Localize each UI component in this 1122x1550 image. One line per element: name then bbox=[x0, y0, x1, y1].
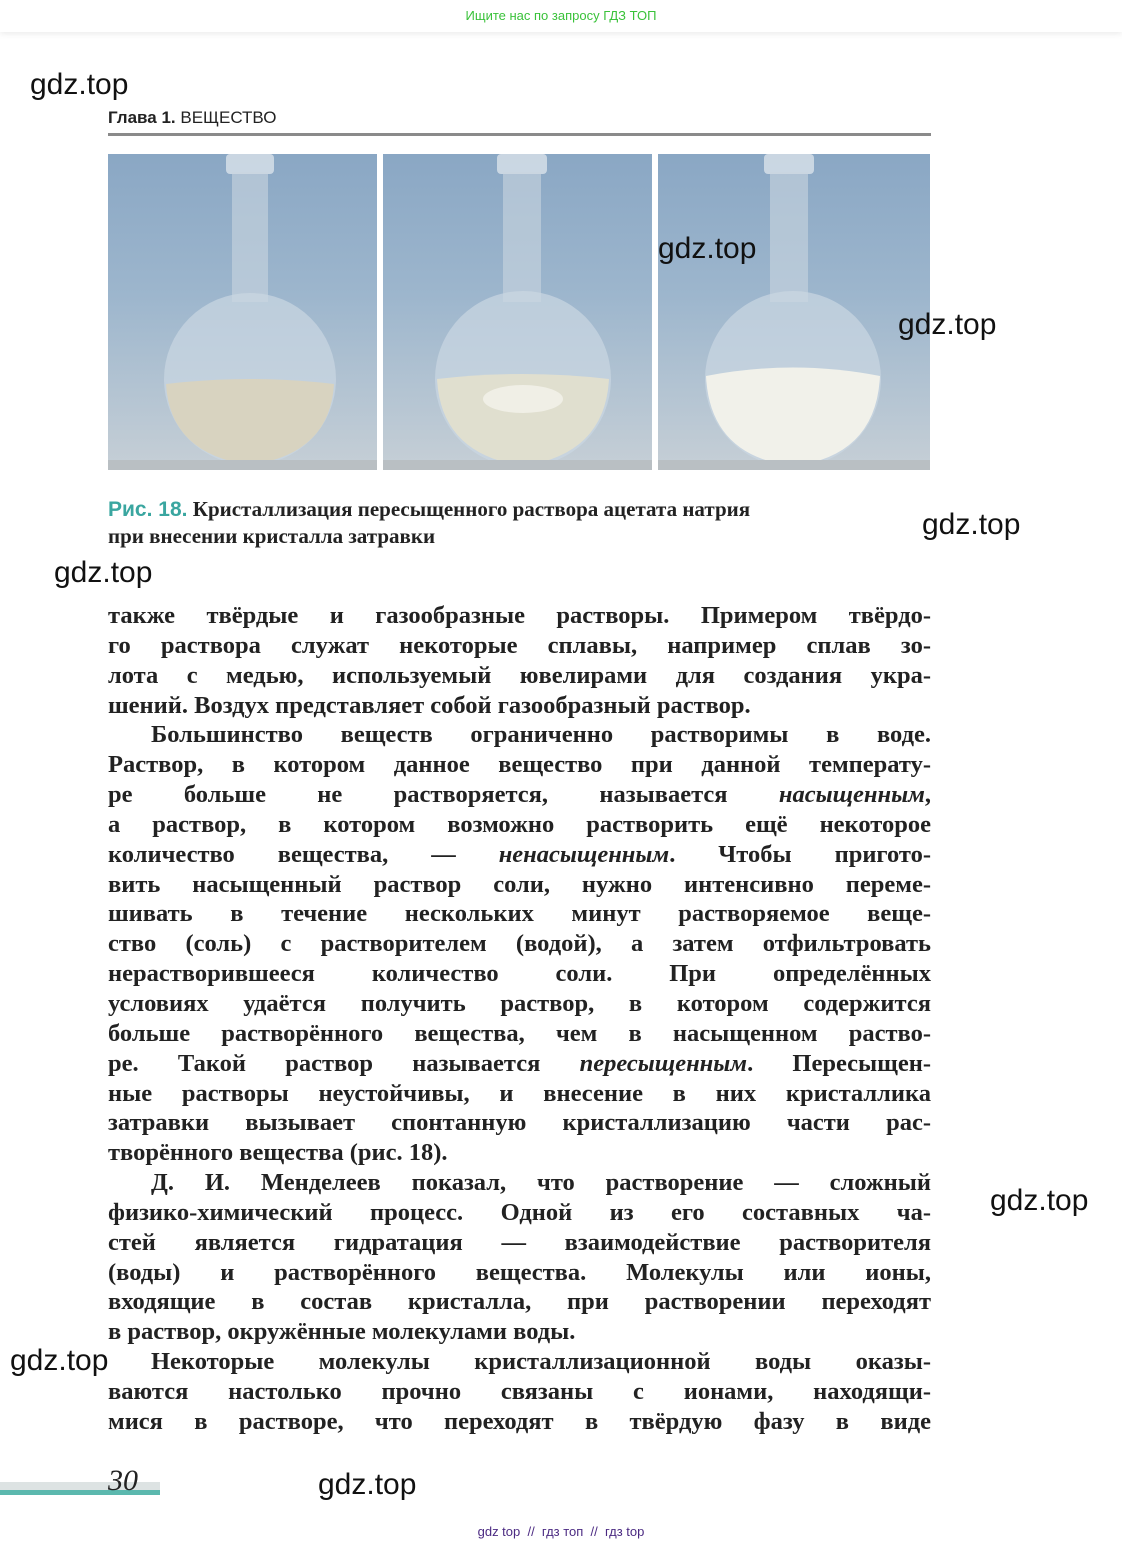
text-line bbox=[108, 691, 931, 721]
text-line bbox=[108, 1049, 931, 1079]
text-line bbox=[108, 661, 931, 691]
caption-line-1: Кристаллизация пересыщенного раствора ацетата натрия bbox=[192, 497, 751, 521]
text-line bbox=[108, 1407, 931, 1437]
text-line bbox=[108, 1258, 931, 1288]
italic-term: насыщенным bbox=[778, 781, 925, 809]
text-segment: ство (соль) с растворителем (водой), а затем отфильтровать bbox=[108, 930, 931, 958]
text-segment: больше растворённого вещества, чем в насыщенном раство- bbox=[108, 1019, 931, 1047]
text-line bbox=[108, 1377, 931, 1407]
text-segment: условиях удаётся получить раствор, в котором содержится bbox=[108, 989, 931, 1017]
text-line bbox=[108, 1317, 931, 1347]
watermark: gdz.top bbox=[898, 308, 997, 341]
text-segment: Большинство веществ ограниченно растворимы в воде. bbox=[151, 721, 931, 749]
text-line bbox=[108, 1347, 931, 1377]
text-line bbox=[108, 810, 931, 840]
text-line bbox=[108, 870, 931, 900]
text-segment: ные растворы неустойчивы, и внесение в них кристаллика bbox=[108, 1079, 931, 1107]
text-segment: физико-химический процесс. Одной из его составных ча- bbox=[108, 1198, 931, 1226]
text-segment: . Пересыщен- bbox=[747, 1049, 931, 1077]
watermark: gdz.top bbox=[318, 1468, 417, 1501]
text-line bbox=[108, 1138, 931, 1168]
text-segment: Раствор, в котором данное вещество при данной температу- bbox=[108, 751, 931, 779]
text-segment: , bbox=[924, 781, 931, 809]
text-line bbox=[108, 1228, 931, 1258]
watermark: gdz.top bbox=[10, 1344, 109, 1377]
search-banner bbox=[0, 0, 1122, 32]
text-segment: го раствора служат некоторые сплавы, например сплав зо- bbox=[108, 631, 931, 659]
header-rule bbox=[108, 133, 931, 136]
flask-photo-1 bbox=[108, 154, 377, 470]
text-line bbox=[108, 989, 931, 1019]
text-segment: Некоторые молекулы кристаллизационной воды оказы- bbox=[151, 1348, 931, 1376]
italic-term: пересыщенным bbox=[579, 1049, 748, 1077]
text-line bbox=[108, 631, 931, 661]
text-segment: Д. И. Менделеев показал, что растворение — сложный bbox=[151, 1169, 931, 1197]
text-segment: также твёрдые и газообразные растворы. Примером твёрдо- bbox=[108, 602, 931, 629]
text-segment: шений. Воздух представляет собой газообразный раствор. bbox=[108, 691, 751, 719]
text-segment: входящие в состав кристалла, при растворении переходят bbox=[108, 1288, 931, 1316]
watermark: gdz.top bbox=[30, 68, 129, 101]
text-segment: шивать в течение нескольких минут растворяемое веще- bbox=[108, 900, 931, 928]
text-segment: ре. Такой раствор называется bbox=[108, 1049, 580, 1077]
figure-number: Рис. 18. bbox=[108, 498, 188, 521]
text-line bbox=[108, 1287, 931, 1317]
flask-photo-3 bbox=[658, 154, 930, 470]
watermark: gdz.top bbox=[658, 232, 757, 265]
text-segment: в раствор, окружённые молекулами воды. bbox=[108, 1318, 576, 1346]
caption-line-2: при внесении кристалла затравки bbox=[108, 524, 436, 548]
text-line bbox=[108, 780, 931, 810]
text-segment: . Чтобы пригото- bbox=[669, 840, 931, 868]
text-segment: мися в растворе, что переходят в твёрдую фазу в виде bbox=[108, 1407, 931, 1435]
text-line bbox=[108, 899, 931, 929]
chapter-title: ВЕЩЕСТВО bbox=[180, 108, 277, 127]
text-segment: творённого вещества (рис. 18). bbox=[108, 1139, 448, 1167]
text-segment: затравки вызывает спонтанную кристаллизацию части рас- bbox=[108, 1109, 931, 1137]
text-segment: ваются настолько прочно связаны с ионами, находящи- bbox=[108, 1377, 931, 1405]
text-segment: ре больше не растворяется, называется bbox=[108, 781, 779, 809]
watermark: gdz.top bbox=[54, 556, 153, 589]
chapter-header bbox=[108, 108, 276, 128]
text-segment: (воды) и растворённого вещества. Молекулы или ионы, bbox=[108, 1258, 931, 1286]
footer-text[interactable]: gdz top // гдз топ // гдз top bbox=[477, 1524, 645, 1539]
figure-caption bbox=[108, 496, 908, 550]
chapter-number: Глава 1. bbox=[108, 108, 176, 127]
text-line bbox=[108, 720, 931, 750]
italic-term: ненасыщенным bbox=[498, 840, 670, 868]
text-line bbox=[108, 959, 931, 989]
footer-links bbox=[0, 1524, 1122, 1539]
text-line bbox=[108, 1019, 931, 1049]
text-segment: а раствор, в котором возможно растворить ещё некоторое bbox=[108, 810, 931, 838]
watermark: gdz.top bbox=[990, 1184, 1089, 1217]
page-number: 30 bbox=[108, 1464, 138, 1497]
text-line bbox=[108, 929, 931, 959]
text-line bbox=[108, 601, 931, 631]
text-segment: вить насыщенный раствор соли, нужно интенсивно переме- bbox=[108, 870, 931, 898]
text-line bbox=[108, 1079, 931, 1109]
text-line bbox=[108, 840, 931, 870]
text-segment: количество вещества, — bbox=[108, 840, 499, 868]
text-line bbox=[108, 1198, 931, 1228]
text-segment: стей является гидратация — взаимодействие растворителя bbox=[108, 1228, 931, 1256]
flask-photo-2 bbox=[383, 154, 652, 470]
text-line bbox=[108, 750, 931, 780]
text-segment: лота с медью, используемый ювелирами для создания укра- bbox=[108, 661, 931, 689]
text-line bbox=[108, 1168, 931, 1198]
text-line bbox=[108, 1108, 931, 1138]
text-segment: нерастворившееся количество соли. При определённых bbox=[108, 960, 931, 988]
body-text bbox=[108, 601, 931, 1437]
watermark: gdz.top bbox=[922, 508, 1021, 541]
banner-text: Ищите нас по запросу ГДЗ ТОП bbox=[465, 8, 657, 23]
